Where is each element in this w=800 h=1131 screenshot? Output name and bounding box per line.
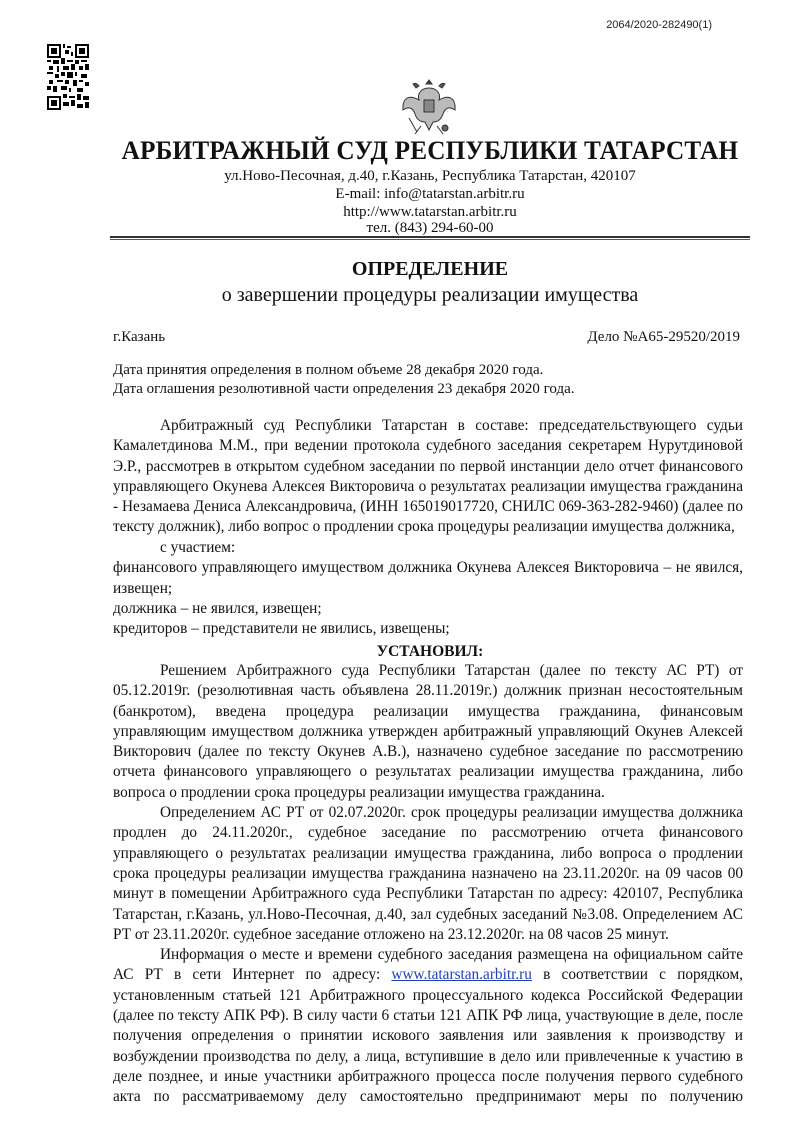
participant-item: должника – не явился, извещен; bbox=[113, 599, 322, 617]
established-section bbox=[113, 661, 743, 1108]
case-number: Дело №А65-29520/2019 bbox=[587, 329, 740, 345]
paragraph-extension: Определением АС РТ от 02.07.2020г. срок процедуры реализации имущества должника продлен до 24.11.2020г., судебное заседание по рассмотрению отчета финансового управляющего о результатах реализации имущества гражданина, либо вопроса о продлении срока процедуры реализации имущества гражданина назначено на 23.11.2020г. на 09 часов 00 минут в помещении Арбитражного суда Республики Татарстан по адресу: 420107, Республика Татарстан, г.Казань, ул.Ново-Песочная, д.40, зал судебных заседаний №3.08. Определением АС РТ от 23.11.2020г. судебное заседание отложено на 23.12.2020г. на 08 часов 25 минут. bbox=[113, 804, 743, 943]
notice-text-before: Информация о месте и времени судебного заседания размещена на официальном сайте АС РТ в сети Интернет по адресу: bbox=[113, 946, 743, 984]
court-name: АРБИТРАЖНЫЙ СУД РЕСПУБЛИКИ ТАТАРСТАН bbox=[121, 136, 739, 165]
qr-code-icon bbox=[47, 44, 89, 110]
court-website: http://www.tatarstan.arbitr.ru bbox=[343, 204, 517, 220]
participation-label: с участием: bbox=[160, 539, 236, 556]
court-phone: тел. (843) 294-60-00 bbox=[366, 220, 494, 236]
date-operative-part: Дата оглашения резолютивной части определения 23 декабря 2020 года. bbox=[113, 381, 575, 397]
coat-of-arms-emblem bbox=[399, 76, 459, 141]
document-type: ОПРЕДЕЛЕНИЕ bbox=[351, 258, 509, 280]
participants-section bbox=[113, 538, 743, 639]
intro-paragraph: Арбитражный суд Республики Татарстан в составе: председательствующего судьи Камалетдинова М.М., при ведении протокола судебного заседания секретарем Нурутдиновой Э.Р., рассмотрев в открытом судебном заседании по первой инстанции дело отчет финансового управляющего Окунева Алексея Викторовича о результатах реализации имущества гражданина - Незамаева Дениса Александровича, (ИНН 165019017720, СНИЛС 069-363-282-9460) (далее по тексту должник), либо вопрос о продлении срока процедуры реализации имущества должника, bbox=[113, 417, 743, 536]
participant-item: кредиторов – представители не явились, извещены; bbox=[113, 620, 450, 638]
city: г.Казань bbox=[113, 329, 166, 345]
date-full-text: Дата принятия определения в полном объеме 28 декабря 2020 года. bbox=[113, 362, 544, 378]
participant-item: финансового управляющего имуществом должника Окунева Алексея Викторовича – не явился, извещен; bbox=[113, 559, 743, 597]
notice-text-after: в соответствии с порядком, установленным статьей 121 Арбитражного процессуального кодекса Российской Федерации (далее по тексту АПК РФ). В силу части 6 статьи 121 АПК РФ лица, участвующие в деле, после получения определения о принятии искового заявления или заявления к производству и возбуждении производства по делу, а лица, вступившие в дело или привлеченные к участию в деле позднее, и иные участники арбитражного процесса после получения первого судебного акта по рассматриваемому делу самостоятельно предпринимают меры по получению bbox=[113, 966, 744, 1106]
document-subtitle: о завершении процедуры реализации имущества bbox=[221, 284, 639, 306]
document-number: 2064/2020-282490(1) bbox=[606, 19, 712, 31]
paragraph-notice bbox=[113, 945, 743, 1107]
court-email: E-mail: info@tatarstan.arbitr.ru bbox=[335, 186, 525, 202]
established-heading: УСТАНОВИЛ: bbox=[376, 643, 484, 660]
intro-section bbox=[113, 416, 743, 538]
header-divider bbox=[110, 236, 750, 240]
paragraph-decision: Решением Арбитражного суда Республики Татарстан (далее по тексту АС РТ) от 05.12.2019г. (резолютивная часть объявлена 28.11.2019г.) должник признан несостоятельным (банкротом), введена процедура реализации имущества гражданина, финансовым управляющим имуществом должника утвержден арбитражный управляющий Окунев Алексей Викторович (далее по тексту Окунев А.В.), назначено судебное заседание по рассмотрению отчета финансового управляющего о результатах реализации имущества гражданина, либо вопроса о продлении срока процедуры реализации имущества гражданина. bbox=[113, 662, 743, 801]
court-address: ул.Ново-Песочная, д.40, г.Казань, Республика Татарстан, 420107 bbox=[224, 168, 636, 184]
court-website-link[interactable]: www.tatarstan.arbitr.ru bbox=[391, 966, 532, 984]
